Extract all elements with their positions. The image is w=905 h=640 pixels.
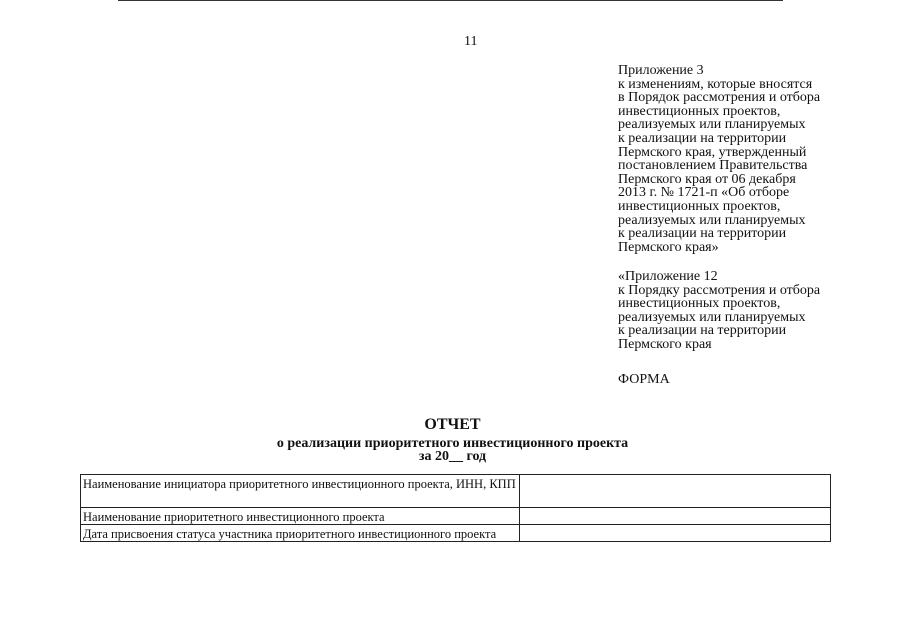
appendix-3-line: Пермского края» [618,239,719,255]
appendix-12-block [618,270,868,352]
table-row [81,508,831,525]
appendix-3-block [618,64,868,254]
appendix-3-line: к реализации на территории [618,226,787,242]
report-table [80,474,831,542]
appendix-12-line: инвестиционных проектов, [618,296,781,312]
appendix-3-line: инвестиционных проектов, [618,198,781,214]
row-label-status-date: Дата присвоения статуса участника приоритетного инвестиционного проекта [81,525,520,542]
appendix-3-line: постановлением Правительства [618,158,808,174]
appendix-3-line: инвестиционных проектов, [618,103,781,119]
appendix-12-line: Пермского края [618,336,712,352]
appendix-3-line: Пермского края от 06 декабря [618,171,796,187]
row-label-initiator: Наименование инициатора приоритетного инвестиционного проекта, ИНН, КПП [81,475,520,508]
appendix-12-line: к Порядку рассмотрения и отбора [618,282,821,298]
table-row [81,525,831,542]
appendix-12-line: реализуемых или планируемых [618,309,806,325]
report-period-line: за 20__ год [418,449,487,464]
report-subtitle-line: о реализации приоритетного инвестиционного проекта [276,436,629,451]
table-row [81,475,831,508]
row-value-initiator[interactable] [520,475,831,508]
appendix-3-line: реализуемых или планируемых [618,117,806,133]
row-label-project-name: Наименование приоритетного инвестиционного проекта [81,508,520,525]
appendix-12-line: к реализации на территории [618,323,787,339]
appendix-3-line: в Порядок рассмотрения и отбора [618,90,821,106]
page-number: 11 [464,34,478,49]
appendix-3-line: реализуемых или планируемых [618,212,806,228]
report-subtitle [0,437,905,463]
top-rule [118,0,783,1]
row-value-status-date[interactable] [520,525,831,542]
appendix-12-line: «Приложение 12 [618,269,718,284]
appendix-3-line: Пермского края, утвержденный [618,144,807,160]
report-title: ОТЧЕТ [424,416,481,433]
appendix-3-line: к реализации на территории [618,130,787,146]
row-value-project-name[interactable] [520,508,831,525]
form-label: ФОРМА [618,372,670,387]
appendix-3-line: Приложение 3 [618,63,704,78]
appendix-3-line: 2013 г. № 1721-п «Об отборе [618,185,790,201]
appendix-3-line: к изменениям, которые вносятся [618,76,813,92]
